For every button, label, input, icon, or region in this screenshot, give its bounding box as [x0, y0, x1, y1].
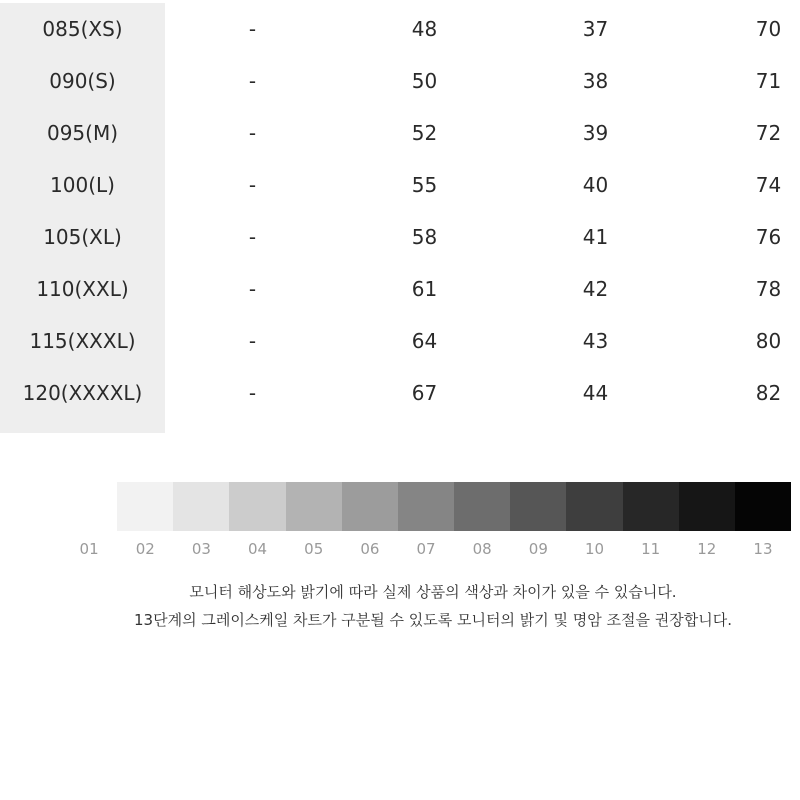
- grayscale-swatch-label: 08: [472, 540, 492, 558]
- grayscale-swatch: [623, 482, 679, 531]
- measurement-cell: 82: [755, 381, 782, 405]
- grayscale-swatch: [454, 482, 510, 531]
- grayscale-chart: [61, 482, 791, 531]
- measurement-cell: 78: [755, 277, 782, 301]
- grayscale-swatch-label: 13: [753, 540, 773, 558]
- measurement-cell: 38: [582, 69, 609, 93]
- size-label-cell: 100(L): [50, 173, 115, 197]
- grayscale-swatch: [566, 482, 622, 531]
- table-row: [0, 211, 800, 263]
- grayscale-swatch-label: 01: [79, 540, 99, 558]
- table-row: [0, 315, 800, 367]
- grayscale-swatch: [117, 482, 173, 531]
- measurement-cell: 58: [411, 225, 438, 249]
- measurement-cell: 76: [755, 225, 782, 249]
- size-table: [0, 3, 800, 419]
- measurement-cell: 43: [582, 329, 609, 353]
- grayscale-swatch-label: 11: [641, 540, 661, 558]
- measurement-cell: 70: [755, 17, 782, 41]
- measurement-cell: 55: [411, 173, 438, 197]
- measurement-cell: -: [248, 381, 257, 405]
- measurement-cell: 37: [582, 17, 609, 41]
- measurement-cell: 64: [411, 329, 438, 353]
- measurement-cell: -: [248, 329, 257, 353]
- grayscale-swatch: [173, 482, 229, 531]
- table-row: [0, 3, 800, 55]
- size-label-cell: 105(XL): [43, 225, 122, 249]
- grayscale-swatch-label: 05: [304, 540, 324, 558]
- size-table-body: [0, 3, 800, 419]
- measurement-cell: -: [248, 121, 257, 145]
- notice-line-1: 모니터 해상도와 밝기에 따라 실제 상품의 색상과 차이가 있을 수 있습니다.: [189, 583, 677, 601]
- measurement-cell: 39: [582, 121, 609, 145]
- grayscale-swatch-label: 02: [135, 540, 155, 558]
- grayscale-swatch-label: 06: [360, 540, 380, 558]
- measurement-cell: 48: [411, 17, 438, 41]
- measurement-cell: 74: [755, 173, 782, 197]
- notice-line-2: 13단계의 그레이스케일 차트가 구분될 수 있도록 모니터의 밝기 및 명암 조절을 권장합니다.: [134, 611, 732, 629]
- measurement-cell: -: [248, 17, 257, 41]
- measurement-cell: 71: [755, 69, 782, 93]
- measurement-cell: 80: [755, 329, 782, 353]
- grayscale-swatch: [229, 482, 285, 531]
- size-label-cell: 095(M): [46, 121, 119, 145]
- size-label-cell: 110(XXL): [36, 277, 129, 301]
- grayscale-swatch: [286, 482, 342, 531]
- measurement-cell: 44: [582, 381, 609, 405]
- measurement-cell: -: [248, 277, 257, 301]
- table-row: [0, 159, 800, 211]
- table-row: [0, 263, 800, 315]
- measurement-cell: 42: [582, 277, 609, 301]
- grayscale-swatch: [679, 482, 735, 531]
- table-row: [0, 107, 800, 159]
- measurement-cell: 40: [582, 173, 609, 197]
- grayscale-swatch: [342, 482, 398, 531]
- size-label-cell: 120(XXXXL): [22, 381, 143, 405]
- measurement-cell: -: [248, 225, 257, 249]
- grayscale-swatch: [398, 482, 454, 531]
- measurement-cell: 61: [411, 277, 438, 301]
- grayscale-swatch-label: 10: [584, 540, 605, 558]
- size-label-cell: 085(XS): [42, 17, 123, 41]
- measurement-cell: 41: [582, 225, 609, 249]
- grayscale-swatch-label: 09: [528, 540, 548, 558]
- table-row: [0, 55, 800, 107]
- size-label-cell: 115(XXXL): [29, 329, 136, 353]
- measurement-cell: 50: [411, 69, 438, 93]
- grayscale-swatch-label: 04: [248, 540, 268, 558]
- measurement-cell: 67: [411, 381, 438, 405]
- grayscale-swatch-label: 03: [191, 540, 211, 558]
- grayscale-swatch-label: 12: [697, 540, 717, 558]
- measurement-cell: 72: [755, 121, 782, 145]
- table-row: [0, 367, 800, 419]
- measurement-cell: -: [248, 69, 257, 93]
- grayscale-swatch: [510, 482, 566, 531]
- grayscale-swatch: [61, 482, 117, 531]
- size-label-cell: 090(S): [49, 69, 116, 93]
- grayscale-chart-labels: [61, 538, 791, 560]
- grayscale-swatch: [735, 482, 791, 531]
- grayscale-swatch-label: 07: [416, 540, 436, 558]
- measurement-cell: 52: [411, 121, 438, 145]
- measurement-cell: -: [248, 173, 257, 197]
